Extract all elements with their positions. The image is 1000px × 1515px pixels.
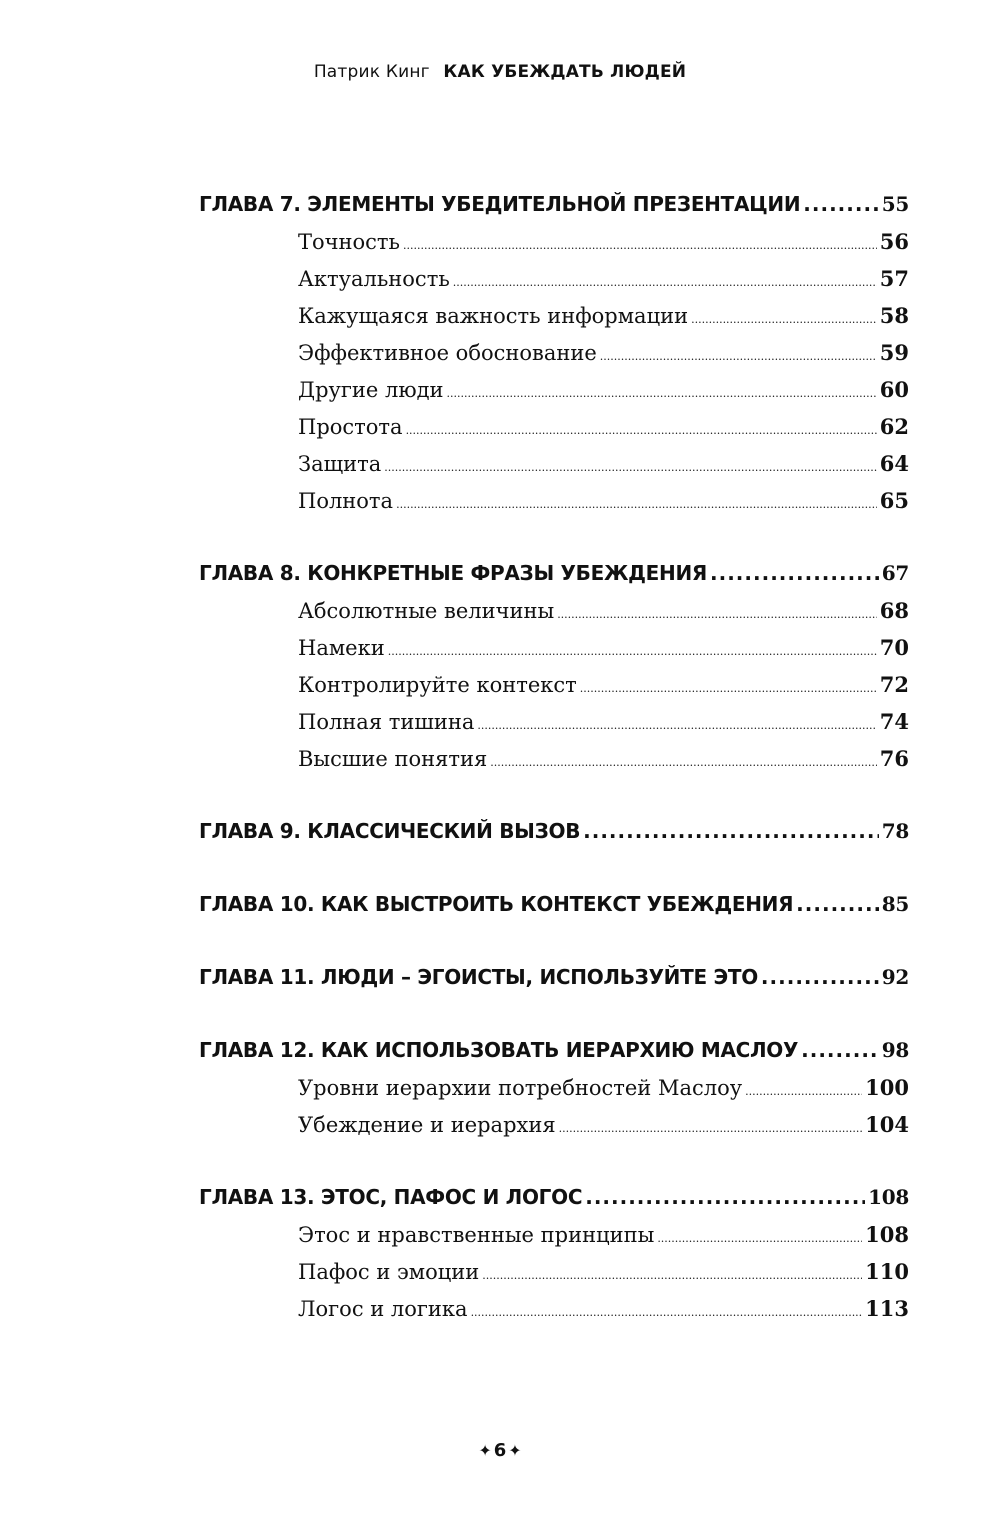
section-page: 110: [865, 1259, 909, 1284]
section-title: Абсолютные величины: [298, 599, 555, 623]
dot-leader: [477, 707, 876, 744]
toc-chapter-11[interactable]: [199, 959, 909, 996]
section-title: Намеки: [298, 636, 385, 660]
section-page: 74: [879, 709, 909, 734]
dot-leader: [580, 670, 877, 707]
chapter-page: 78: [881, 819, 909, 843]
spacer: [199, 850, 909, 886]
toc-chapter-8[interactable]: [199, 555, 909, 592]
toc-section[interactable]: [199, 666, 909, 703]
section-title: Другие люди: [298, 378, 444, 402]
toc-chapter-10[interactable]: [199, 886, 909, 923]
dot-leader: [396, 486, 877, 523]
section-page: 108: [865, 1222, 909, 1247]
dot-leader: [388, 633, 877, 670]
chapter-page: 108: [868, 1185, 909, 1209]
dot-leader: [710, 555, 879, 592]
dot-leader: [384, 449, 877, 486]
page-folio: [0, 1440, 1000, 1461]
section-page: 100: [865, 1075, 909, 1100]
section-title: Эффективное обоснование: [298, 341, 597, 365]
toc-section[interactable]: [199, 629, 909, 666]
dot-leader: [657, 1220, 862, 1257]
toc-chapter-12[interactable]: [199, 1032, 909, 1069]
toc-section[interactable]: [199, 408, 909, 445]
section-page: 72: [879, 672, 909, 697]
spacer: [199, 996, 909, 1032]
section-page: 76: [879, 746, 909, 771]
dot-leader: [471, 1294, 863, 1331]
dot-leader: [403, 227, 877, 264]
section-page: 57: [879, 266, 909, 291]
dot-leader: [453, 264, 877, 301]
section-title: Уровни иерархии потребностей Маслоу: [298, 1076, 743, 1100]
section-title: Контролируйте контекст: [298, 673, 577, 697]
section-page: 104: [865, 1112, 909, 1137]
section-title: Этос и нравственные принципы: [298, 1223, 655, 1247]
toc-section[interactable]: [199, 1253, 909, 1290]
ornament-star-icon: ✦: [508, 1441, 522, 1460]
section-page: 113: [865, 1296, 909, 1321]
running-head: [0, 62, 1000, 82]
section-page: 58: [879, 303, 909, 328]
toc-section[interactable]: [199, 334, 909, 371]
dot-leader: [482, 1257, 862, 1294]
toc-section[interactable]: [199, 371, 909, 408]
section-page: 65: [879, 488, 909, 513]
dot-leader: [796, 886, 879, 923]
toc-section[interactable]: [199, 297, 909, 334]
toc-section[interactable]: [199, 740, 909, 777]
section-title: Кажущаяся важность информации: [298, 304, 689, 328]
spacer: [199, 777, 909, 813]
toc-chapter-7[interactable]: [199, 186, 909, 223]
chapter-page: 85: [881, 892, 909, 916]
section-page: 70: [879, 635, 909, 660]
chapter-title: ГЛАВА 10. КАК ВЫСТРОИТЬ КОНТЕКСТ УБЕЖДЕНИЯ: [199, 892, 794, 916]
chapter-page: 67: [881, 561, 909, 585]
section-title: Актуальность: [298, 267, 450, 291]
section-title: Защита: [298, 452, 382, 476]
section-title: Убеждение и иерархия: [298, 1113, 556, 1137]
dot-leader: [585, 1179, 865, 1216]
dot-leader: [559, 1110, 863, 1147]
chapter-title: ГЛАВА 13. ЭТОС, ПАФОС И ЛОГОС: [199, 1185, 583, 1209]
section-page: 62: [879, 414, 909, 439]
toc-section[interactable]: [199, 260, 909, 297]
chapter-title: ГЛАВА 8. КОНКРЕТНЫЕ ФРАЗЫ УБЕЖДЕНИЯ: [199, 561, 708, 585]
dot-leader: [691, 301, 877, 338]
spacer: [199, 519, 909, 555]
dot-leader: [600, 338, 877, 375]
section-title: Точность: [298, 230, 400, 254]
toc-section[interactable]: [199, 1290, 909, 1327]
dot-leader: [803, 186, 878, 223]
section-page: 59: [879, 340, 909, 365]
toc-section[interactable]: [199, 703, 909, 740]
chapter-page: 92: [881, 965, 909, 989]
dot-leader: [745, 1073, 862, 1110]
section-page: 56: [879, 229, 909, 254]
section-title: Полная тишина: [298, 710, 475, 734]
dot-leader: [406, 412, 877, 449]
toc-section[interactable]: [199, 482, 909, 519]
toc-section[interactable]: [199, 1216, 909, 1253]
section-title: Пафос и эмоции: [298, 1260, 480, 1284]
chapter-title: ГЛАВА 9. КЛАССИЧЕСКИЙ ВЫЗОВ: [199, 819, 581, 843]
section-title: Простота: [298, 415, 403, 439]
toc-chapter-13[interactable]: [199, 1179, 909, 1216]
ornament-star-icon: ✦: [478, 1441, 492, 1460]
dot-leader: [761, 959, 879, 996]
toc-section[interactable]: [199, 1106, 909, 1143]
toc-section[interactable]: [199, 592, 909, 629]
dot-leader: [801, 1032, 879, 1069]
section-title: Логос и логика: [298, 1297, 468, 1321]
toc-section[interactable]: [199, 223, 909, 260]
dot-leader: [447, 375, 877, 412]
dot-leader: [490, 744, 876, 781]
section-title: Высшие понятия: [298, 747, 488, 771]
spacer: [199, 923, 909, 959]
running-head-book-title: КАК УБЕЖДАТЬ ЛЮДЕЙ: [443, 62, 687, 82]
toc-section[interactable]: [199, 1069, 909, 1106]
dot-leader: [583, 813, 879, 850]
running-head-author: Патрик Кинг: [313, 62, 430, 82]
section-page: 68: [879, 598, 909, 623]
section-page: 64: [879, 451, 909, 476]
chapter-title: ГЛАВА 12. КАК ИСПОЛЬЗОВАТЬ ИЕРАРХИЮ МАСЛОУ: [199, 1038, 799, 1062]
chapter-title: ГЛАВА 11. ЛЮДИ – ЭГОИСТЫ, ИСПОЛЬЗУЙТЕ ЭТО: [199, 965, 758, 989]
dot-leader: [557, 596, 877, 633]
chapter-page: 98: [881, 1038, 909, 1062]
toc-chapter-9[interactable]: [199, 813, 909, 850]
section-title: Полнота: [298, 489, 394, 513]
table-of-contents: [199, 186, 909, 1327]
spacer: [199, 1143, 909, 1179]
section-page: 60: [879, 377, 909, 402]
chapter-page: 55: [881, 192, 909, 216]
chapter-title: ГЛАВА 7. ЭЛЕМЕНТЫ УБЕДИТЕЛЬНОЙ ПРЕЗЕНТАЦИИ: [199, 192, 801, 216]
toc-section[interactable]: [199, 445, 909, 482]
page-number: 6: [493, 1440, 507, 1461]
